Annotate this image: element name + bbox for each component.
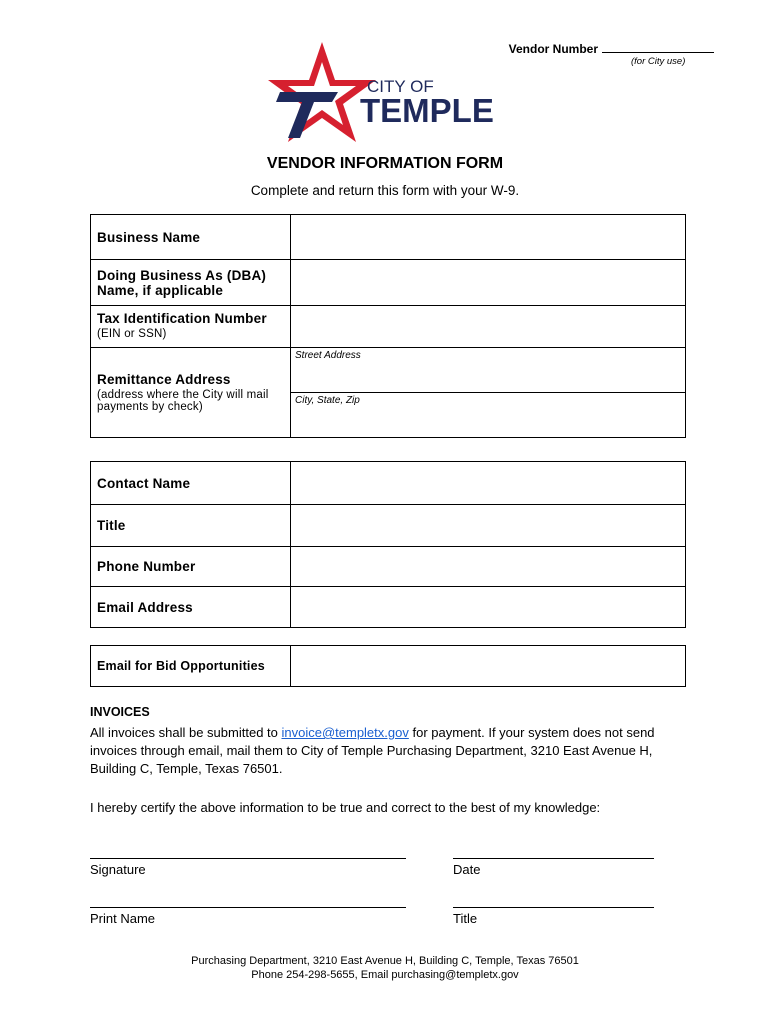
date-label: Date xyxy=(453,862,481,877)
bid-email-table xyxy=(90,645,686,687)
email-label: Email Address xyxy=(91,587,291,628)
footer-address: Purchasing Department, 3210 East Avenue H, Building C, Temple, Texas 76501 xyxy=(191,955,579,967)
logo-line2: TEMPLE xyxy=(360,92,494,129)
title-label: Title xyxy=(91,505,291,547)
print-name-line[interactable] xyxy=(90,907,406,908)
invoices-text-after: for payment. If your system does not send invoices through email, mail them to City of Temple Purchasing Department, 3210 East Avenue H, Building C, Temple, Texas 76501. xyxy=(90,725,655,776)
tax-id-label-text: Tax Identification Number xyxy=(97,311,267,326)
remittance-label-text: Remittance Address xyxy=(97,372,231,387)
signature-label: Signature xyxy=(90,862,146,877)
invoice-email-link[interactable]: invoice@templetx.gov xyxy=(281,725,409,740)
street-address-input[interactable] xyxy=(291,348,686,393)
remittance-label xyxy=(91,348,291,438)
tax-id-sub: (EIN or SSN) xyxy=(97,328,167,340)
remittance-sub: (address where the City will mail payments by check) xyxy=(97,389,269,413)
city-of-temple-logo xyxy=(266,40,506,144)
vendor-number-line xyxy=(602,41,714,53)
dba-label xyxy=(91,260,291,306)
footer-contact: Phone 254-298-5655, Email purchasing@templetx.gov xyxy=(251,969,519,981)
date-line[interactable] xyxy=(453,858,654,859)
contact-name-label: Contact Name xyxy=(91,462,291,505)
tax-id-label xyxy=(91,306,291,348)
title-sign-label: Title xyxy=(453,911,478,926)
form-subtitle: Complete and return this form with your W-9. xyxy=(250,183,520,198)
business-info-table xyxy=(90,214,686,438)
logo-line1: CITY OF xyxy=(367,77,434,96)
tax-id-input[interactable] xyxy=(291,306,686,348)
vendor-number-field xyxy=(509,41,714,56)
email-input[interactable] xyxy=(291,587,686,628)
city-state-zip-input[interactable] xyxy=(291,393,686,438)
bid-email-label: Email for Bid Opportunities xyxy=(91,646,291,687)
print-name-label: Print Name xyxy=(90,911,156,926)
footer xyxy=(0,954,770,982)
city-use-note: (for City use) xyxy=(631,56,686,67)
certify-statement: I hereby certify the above information to be true and correct to the best of my knowledge: xyxy=(90,800,601,815)
phone-input[interactable] xyxy=(291,547,686,587)
phone-label: Phone Number xyxy=(91,547,291,587)
contact-name-input[interactable] xyxy=(291,462,686,505)
business-name-input[interactable] xyxy=(291,215,686,260)
vendor-number-label: Vendor Number xyxy=(508,42,598,56)
city-state-zip-hint: City, State, Zip xyxy=(295,395,360,406)
street-address-hint: Street Address xyxy=(295,350,361,361)
contact-info-table xyxy=(90,461,686,628)
invoices-text-before: All invoices shall be submitted to xyxy=(90,725,282,740)
dba-input[interactable] xyxy=(291,260,686,306)
title-input[interactable] xyxy=(291,505,686,547)
business-name-label: Business Name xyxy=(91,215,291,260)
star-logo-icon xyxy=(266,40,506,144)
bid-email-input[interactable] xyxy=(291,646,686,687)
signature-line[interactable] xyxy=(90,858,406,859)
title-sign-line[interactable] xyxy=(453,907,654,908)
invoices-text xyxy=(90,724,680,778)
dba-label-line1: Doing Business As (DBA) xyxy=(97,267,267,283)
form-title: VENDOR INFORMATION FORM xyxy=(266,155,504,172)
invoices-heading: INVOICES xyxy=(90,705,150,719)
dba-label-line2: Name, if applicable xyxy=(97,282,224,298)
